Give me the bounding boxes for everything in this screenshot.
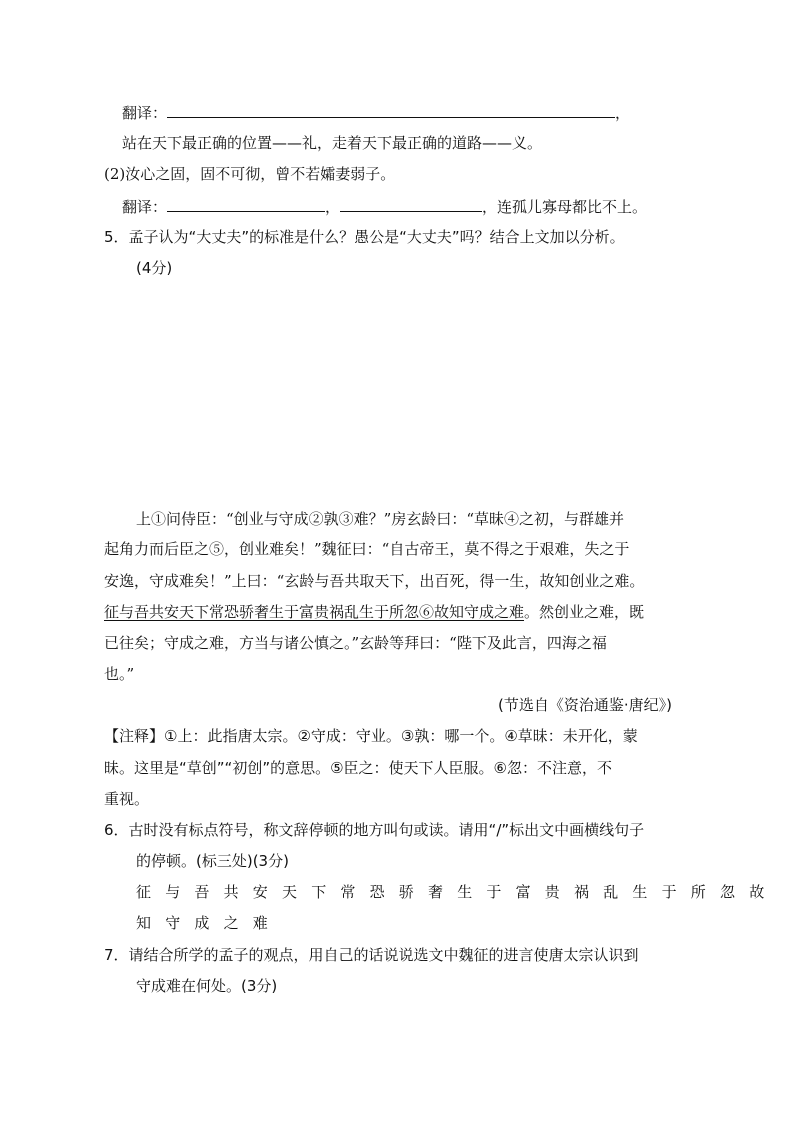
question-6-cont: 的停顿。(标三处)(3分) (136, 852, 289, 870)
trailing-comma: ， (615, 104, 631, 122)
question-6: 6．古时没有标点符号，称文辞停顿的地方叫句或读。请用“/”标出文中画横线句子 (104, 821, 645, 839)
underlined-sentence: 征与吾共安天下常恐骄奢生于富贵祸乱生于所忽⑥故知守成之难 (104, 603, 525, 621)
answer-blank[interactable] (167, 101, 615, 118)
meaning-line: 站在天下最正确的位置——礼，走着天下最正确的道路——义。 (122, 134, 543, 152)
passage-line: 安逸，守成难矣！”上曰：“玄龄与吾共取天下，出百死，得一生，故知创业之难。 (104, 572, 645, 590)
item-2: (2)汝心之固，固不可彻，曾不若孀妻弱子。 (104, 165, 396, 183)
notes-line: 重视。 (104, 790, 150, 808)
translation-line-b (122, 195, 647, 218)
question-7-cont: 守成难在何处。(3分) (136, 977, 278, 995)
passage-line (104, 601, 644, 623)
translation-label: 翻译： (122, 104, 168, 122)
answer-blank-2[interactable] (340, 195, 482, 212)
passage-line: 也。” (104, 665, 135, 683)
translation-tail: ，连孤儿寡母都比不上。 (482, 198, 648, 216)
passage-line: 上①问侍臣：“创业与守成②孰③难？”房玄龄曰：“草昧④之初，与群雄并 (136, 510, 625, 528)
translation-label: 翻译： (122, 198, 168, 216)
sentence-to-punctuate: 知守成之难 (136, 914, 283, 932)
passage-source: (节选自《资治通鉴·唐纪》) (498, 696, 672, 714)
question-5-score: (4分) (136, 259, 173, 277)
passage-line: 起角力而后臣之⑤，创业难矣！”魏征曰：“自古帝王，莫不得之于艰难，失之于 (104, 540, 630, 558)
passage-line: 已往矣；守成之难，方当与诸公慎之。”玄龄等拜曰：“陛下及此言，四海之福 (104, 634, 607, 652)
sentence-to-punctuate: 征与吾共安天下常恐骄奢生于富贵祸乱生于所忽故 (136, 883, 779, 901)
translation-line-a (122, 101, 630, 124)
notes-line: 昧。这里是“草创”“初创”的意思。⑤臣之：使天下人臣服。⑥忽：不注意，不 (104, 759, 612, 777)
separator-comma: ， (325, 198, 341, 216)
question-5: 5．孟子认为“大丈夫”的标准是什么？愚公是“大丈夫”吗？结合上文加以分析。 (104, 228, 625, 246)
question-7: 7．请结合所学的孟子的观点，用自己的话说说选文中魏征的进言使唐太宗认识到 (104, 946, 639, 964)
answer-blank-1[interactable] (167, 195, 325, 212)
notes-line: 【注释】①上：此指唐太宗。②守成：守业。③孰：哪一个。④草昧：未开化，蒙 (104, 727, 638, 745)
passage-line-rest: 。然创业之难，既 (524, 603, 645, 621)
